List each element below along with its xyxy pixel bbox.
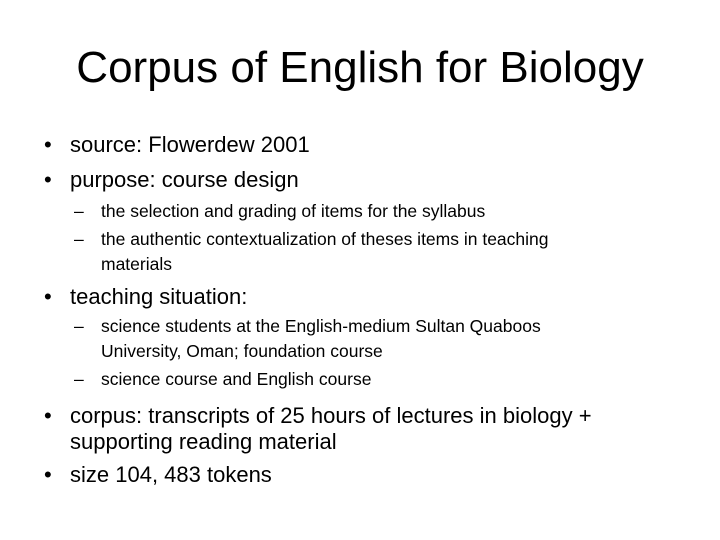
sub-bullet-marker: –	[74, 369, 84, 389]
sub-bullet-marker: –	[74, 316, 84, 336]
bullet-text: purpose: course design	[70, 167, 299, 192]
slide-title: Corpus of English for Biology	[76, 43, 644, 92]
bullet-text: source: Flowerdew 2001	[70, 132, 310, 157]
bullet-marker: •	[44, 403, 52, 428]
sub-bullet-text-line: materials	[101, 254, 172, 274]
bullet-text-line: corpus: transcripts of 25 hours of lectures in biology +	[70, 403, 592, 428]
bullet-marker: •	[44, 167, 52, 192]
bullet-text-line: supporting reading material	[70, 429, 337, 454]
sub-bullet-text: science course and English course	[101, 369, 372, 389]
sub-bullet-marker: –	[74, 229, 84, 249]
sub-bullet-text: the selection and grading of items for the syllabus	[101, 201, 486, 221]
bullet-marker: •	[44, 284, 52, 309]
sub-bullet-marker: –	[74, 201, 84, 221]
sub-bullet-text-line: University, Oman; foundation course	[101, 341, 383, 361]
bullet-text: teaching situation:	[70, 284, 248, 309]
bullet-text: size 104, 483 tokens	[70, 462, 272, 487]
sub-bullet-text-line: the authentic contextualization of theses items in teaching	[101, 229, 549, 249]
bullet-marker: •	[44, 462, 52, 487]
bullet-marker: •	[44, 132, 52, 157]
sub-bullet-text-line: science students at the English-medium Sultan Quaboos	[101, 316, 541, 336]
